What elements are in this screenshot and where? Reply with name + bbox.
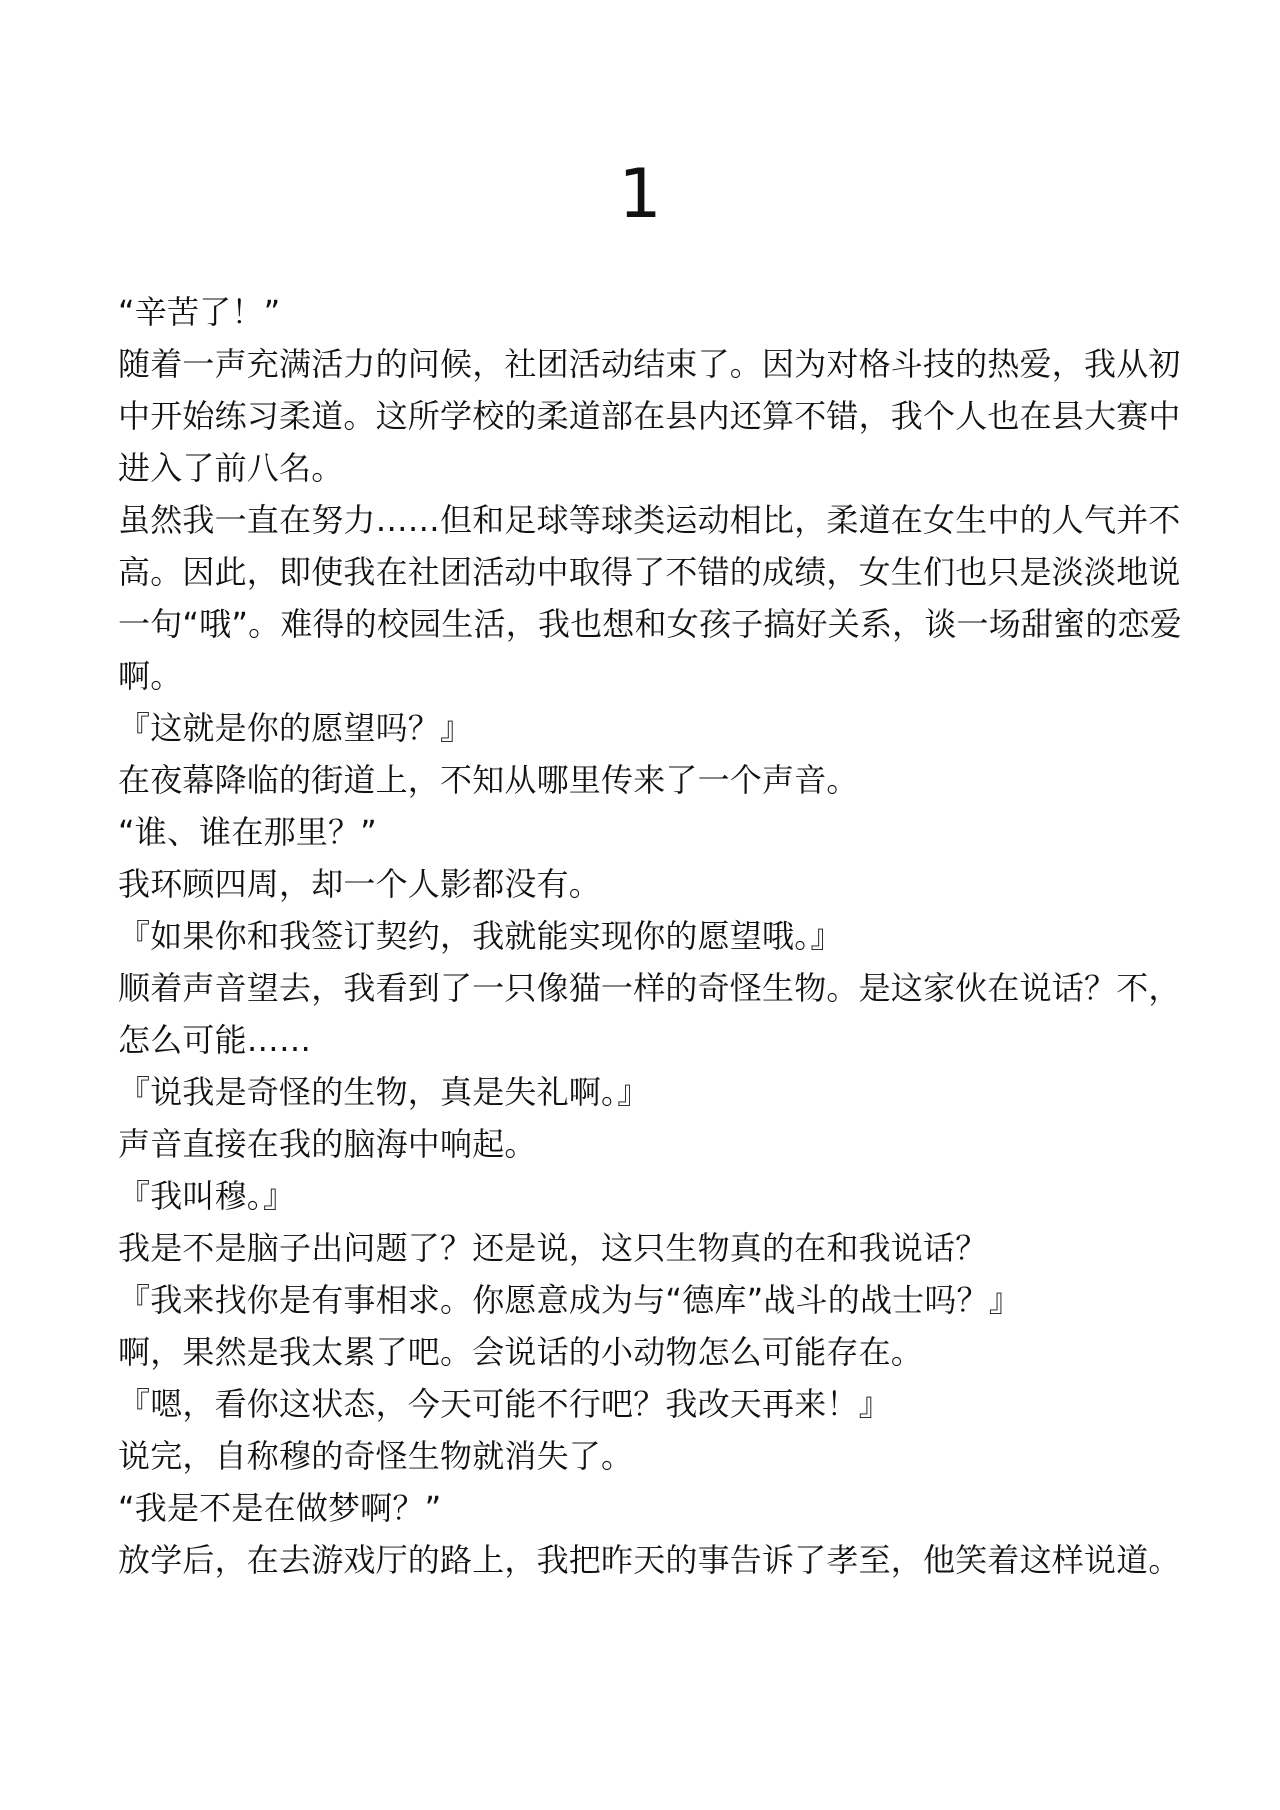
paragraph: 随着一声充满活力的问候，社团活动结束了。因为对格斗技的热爱，我从初中开始练习柔道。这所学校的柔道部在县内还算不错，我个人也在县大赛中进入了前八名。 [118, 345, 1181, 487]
paragraph: 『嗯，看你这状态，今天可能不行吧？我改天再来！』 [118, 1385, 891, 1423]
paragraph: 『我叫穆。』 [118, 1177, 296, 1215]
paragraph: 我是不是脑子出问题了？还是说，这只生物真的在和我说话？ [118, 1229, 988, 1267]
paragraph: “我是不是在做梦啊？” [118, 1489, 442, 1527]
chapter-number: 1 [618, 155, 662, 234]
paragraph: 说完，自称穆的奇怪生物就消失了。 [118, 1437, 634, 1475]
paragraph: 『如果你和我签订契约，我就能实现你的愿望哦。』 [118, 917, 843, 955]
paragraph: 我环顾四周，却一个人影都没有。 [118, 865, 602, 903]
paragraph: 『说我是奇怪的生物，真是失礼啊。』 [118, 1073, 650, 1111]
paragraph: 『这就是你的愿望吗？』 [118, 709, 473, 747]
chapter-body [118, 286, 1198, 1586]
paragraph: 顺着声音望去，我看到了一只像猫一样的奇怪生物。是这家伙在说话？不，怎么可能…… [118, 969, 1181, 1059]
paragraph: 虽然我一直在努力……但和足球等球类运动相比，柔道在女生中的人气并不高。因此，即使我在社团活动中取得了不错的成绩，女生们也只是淡淡地说一句“哦”。难得的校园生活，我也想和女孩子搞好关系，谈一场甜蜜的恋爱啊。 [118, 501, 1182, 695]
paragraph: “谁、谁在那里？” [118, 813, 377, 851]
paragraph: 放学后，在去游戏厅的路上，我把昨天的事告诉了孝至，他笑着这样说道。 [118, 1541, 1181, 1579]
paragraph: 啊，果然是我太累了吧。会说话的小动物怎么可能存在。 [118, 1333, 924, 1371]
paragraph: 在夜幕降临的街道上，不知从哪里传来了一个声音。 [118, 761, 859, 799]
paragraph: “辛苦了！” [118, 293, 281, 331]
paragraph: 『我来找你是有事相求。你愿意成为与“德库”战斗的战士吗？』 [118, 1281, 1021, 1319]
paragraph: 声音直接在我的脑海中响起。 [118, 1125, 537, 1163]
